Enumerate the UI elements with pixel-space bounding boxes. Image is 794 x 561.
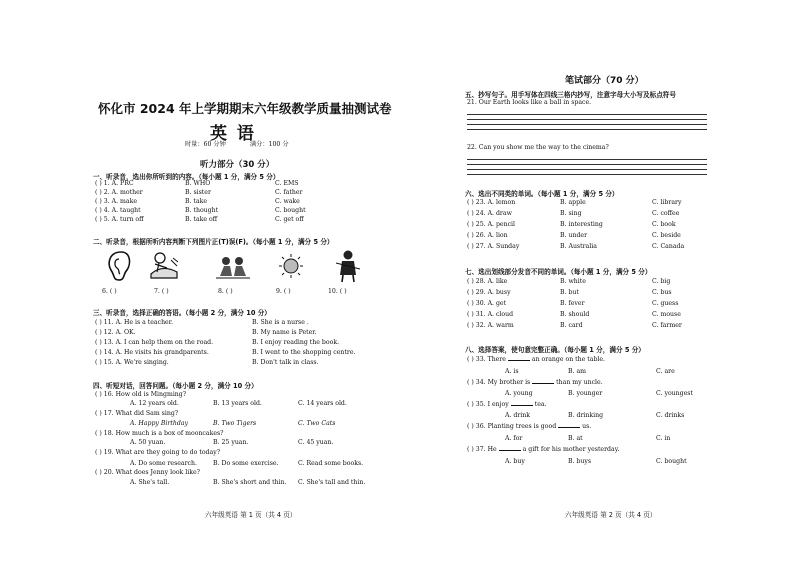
section-7-header: 七、选出划线部分发音不同的单词。（每小题 1 分，满分 5 分） (465, 268, 652, 276)
s1-q4-c: C. bought (275, 207, 306, 214)
section-3-header: 三、听录音，选择正确的答语。（每小题 2 分，满分 10 分） (93, 309, 271, 317)
s7-q30: ( ) 30. A. get (467, 300, 507, 307)
s8-q37-a: A. buy (505, 458, 525, 465)
picture-7-label: 7. ( ) (154, 288, 169, 295)
section-8-header: 八、选择答案，使句意完整正确。（每小题 1 分，满分 5 分） (465, 346, 645, 354)
s4-q17-c: C. Two Cats (298, 420, 336, 427)
s4-q19-c: C. Read some books. (298, 460, 364, 467)
s4-q16-c: C. 14 years old. (298, 400, 347, 407)
s8-q33-a: A. is (505, 368, 519, 375)
s1-q5-b: B. take off (185, 216, 218, 223)
s8-q37-b: B. buys (568, 458, 592, 465)
s7-q29: ( ) 29. A. busy (467, 289, 511, 296)
s6-q25-b: B. interesting (560, 221, 603, 228)
s7-q31-b: B. should (560, 311, 590, 318)
sick-person-picture (147, 250, 181, 282)
s1-q1-b: B. WHO (185, 180, 211, 187)
section-6-header: 六、选出不同类的单词。（每小题 1 分，满分 5 分） (465, 190, 619, 198)
s3-q11: ( ) 11. A. He is a teacher. (95, 319, 173, 326)
s6-q23-c: C. library (652, 199, 682, 206)
s4-q19-a: A. Do some research. (130, 460, 197, 467)
exam-title: 怀化市 2024 年上学期期末六年级教学质量抽测试卷 (98, 101, 392, 116)
s8-q34-c: C. youngest (656, 390, 693, 397)
picture-8-label: 8. ( ) (218, 288, 233, 295)
s4-q20-c: C. She's tall and thin. (298, 479, 366, 486)
s7-q32: ( ) 32. A. warm (467, 322, 514, 329)
s4-q17-b: B. Two Tigers (213, 420, 257, 427)
s6-q26-b: B. under (560, 232, 588, 239)
s8-q35-b: B. drinking (568, 412, 604, 419)
section-4-header: 四、听短对话，回答问题。（每小题 2 分，满分 10 分） (93, 382, 258, 390)
s4-q16: ( ) 16. How old is Mingming? (95, 391, 187, 398)
kids-drawing-picture (214, 252, 252, 282)
s4-q19-b: B. Do some exercise. (213, 460, 279, 467)
s6-q26-c: C. beside (652, 232, 681, 239)
s8-q36: ( ) 36. Planting trees is good us. (467, 423, 592, 430)
s4-q20-a: A. She's tall. (130, 479, 170, 486)
listening-part-heading: 听力部分（30 分） (200, 160, 275, 170)
s8-q34: ( ) 34. My brother is than my uncle. (467, 379, 603, 386)
s7-q32-c: C. farmer (652, 322, 682, 329)
picture-10-label: 10. ( ) (328, 288, 347, 295)
s3-q12: ( ) 12. A. OK. (95, 329, 136, 336)
s8-q37: ( ) 37. He a gift for his mother yesterday. (467, 446, 620, 453)
violinist-picture (334, 249, 362, 283)
s1-q3-c: C. wake (275, 198, 300, 205)
s6-q26: ( ) 26. A. lion (467, 232, 508, 239)
s4-q19: ( ) 19. What are they going to do today? (95, 449, 221, 456)
q21-prompt: 21. Our Earth looks like a ball in space. (467, 99, 592, 106)
s1-q1: ( ) 1. A. PRC (95, 180, 134, 187)
s1-q3: ( ) 3. A. make (95, 198, 138, 205)
s4-q18: ( ) 18. How much is a box of mooncakes? (95, 430, 224, 437)
writing-part-heading: 笔试部分（70 分） (565, 76, 644, 86)
ear-picture (103, 250, 133, 282)
s3-q12-b: B. My name is Peter. (252, 329, 317, 336)
s4-q20-b: B. She's short and thin. (213, 479, 287, 486)
s4-q17-a: A. Happy Birthday (130, 420, 188, 427)
section-5-header: 五、抄写句子。用手写体在四线三格内抄写，注意字母大小写及标点符号 (465, 91, 676, 99)
s6-q25-c: C. book (652, 221, 676, 228)
s3-q13-b: B. I enjoy reading the book. (252, 339, 340, 346)
s1-q5: ( ) 5. A. turn off (95, 216, 144, 223)
s7-q30-b: B. fever (560, 300, 585, 307)
s7-q31-c: C. mouse (652, 311, 681, 318)
s6-q24-b: B. sing (560, 210, 582, 217)
s1-q4-b: B. thought (185, 207, 219, 214)
s8-q36-a: A. for (505, 435, 523, 442)
s8-q33-b: B. am (568, 368, 587, 375)
s1-q3-b: B. take (185, 198, 208, 205)
s8-q36-b: B. at (568, 435, 583, 442)
s8-q33-c: C. are (656, 368, 675, 375)
time-limit: 时量：60 分钟 (185, 141, 226, 148)
s4-q17: ( ) 17. What did Sam sing? (95, 410, 179, 417)
s6-q25: ( ) 25. A. pencil (467, 221, 516, 228)
s6-q23-b: B. apple (560, 199, 586, 206)
s3-q11-b: B. She is a nurse . (252, 319, 309, 326)
s1-q2-c: C. father (275, 189, 303, 196)
s8-q34-a: A. young (505, 390, 533, 397)
s3-q13: ( ) 13. A. I can help them on the road. (95, 339, 214, 346)
s3-q15-b: B. Don't talk in class. (252, 359, 319, 366)
s7-q29-b: B. but (560, 289, 579, 296)
s4-q16-b: B. 13 years old. (213, 400, 262, 407)
s6-q24: ( ) 24. A. draw (467, 210, 512, 217)
sun-picture (278, 253, 304, 279)
s7-q28-b: B. white (560, 278, 586, 285)
s7-q28: ( ) 28. A. like (467, 278, 508, 285)
s7-q28-c: C. big (652, 278, 671, 285)
s8-q35: ( ) 35. I enjoy tea. (467, 401, 547, 408)
s1-q4: ( ) 4. A. taught (95, 207, 141, 214)
picture-9-label: 9. ( ) (276, 288, 291, 295)
s7-q31: ( ) 31. A. cloud (467, 311, 514, 318)
s7-q29-c: C. bus (652, 289, 672, 296)
s4-q18-a: A. 50 yuan. (130, 439, 166, 446)
s8-q37-c: C. bought (656, 458, 687, 465)
s7-q32-b: B. card (560, 322, 583, 329)
s1-q5-c: C. get off (275, 216, 304, 223)
s3-q14-b: B. I went to the shopping centre. (252, 349, 356, 356)
s3-q15: ( ) 15. A. We're singing. (95, 359, 169, 366)
left-page-footer: 六年级英语 第 1 页（共 4 页） (205, 511, 297, 519)
s4-q18-b: B. 25 yuan. (213, 439, 249, 446)
s6-q24-c: C. coffee (652, 210, 680, 217)
s6-q27: ( ) 27. A. Sunday (467, 243, 520, 250)
q22-prompt: 22. Can you show me the way to the cinema? (467, 144, 609, 151)
s6-q23: ( ) 23. A. lemon (467, 199, 516, 206)
s4-q20: ( ) 20. What does Jenny look like? (95, 469, 200, 476)
section-2-header: 二、听录音，根据所听内容判断下列图片正(T)误(F)。（每小题 1 分，满分 5 分） (93, 238, 334, 246)
s3-q14: ( ) 14. A. He visits his grandparents. (95, 349, 209, 356)
s8-q34-b: B. younger (568, 390, 603, 397)
s4-q16-a: A. 12 years old. (130, 400, 179, 407)
s6-q27-b: B. Australia (560, 243, 597, 250)
s8-q35-a: A. drink (505, 412, 531, 419)
s1-q2-b: B. sister (185, 189, 211, 196)
section-1-header: 一、听录音，选出你所听到的内容。（每小题 1 分，满分 5 分） (93, 173, 280, 181)
right-page-footer: 六年级英语 第 2 页（共 4 页） (565, 511, 657, 519)
s7-q30-c: C. guess (652, 300, 679, 307)
s6-q27-c: C. Canada (652, 243, 685, 250)
s8-q33: ( ) 33. There an orange on the table. (467, 356, 606, 363)
subject-title: 英 语 (210, 124, 256, 144)
s8-q35-c: C. drinks (656, 412, 685, 419)
s1-q1-c: C. EMS (275, 180, 299, 187)
s4-q18-c: C. 45 yuan. (298, 439, 334, 446)
s1-q2: ( ) 2. A. mother (95, 189, 143, 196)
total-score: 满分：100 分 (250, 141, 289, 148)
picture-6-label: 6. ( ) (102, 288, 117, 295)
s8-q36-c: C. in (656, 435, 671, 442)
